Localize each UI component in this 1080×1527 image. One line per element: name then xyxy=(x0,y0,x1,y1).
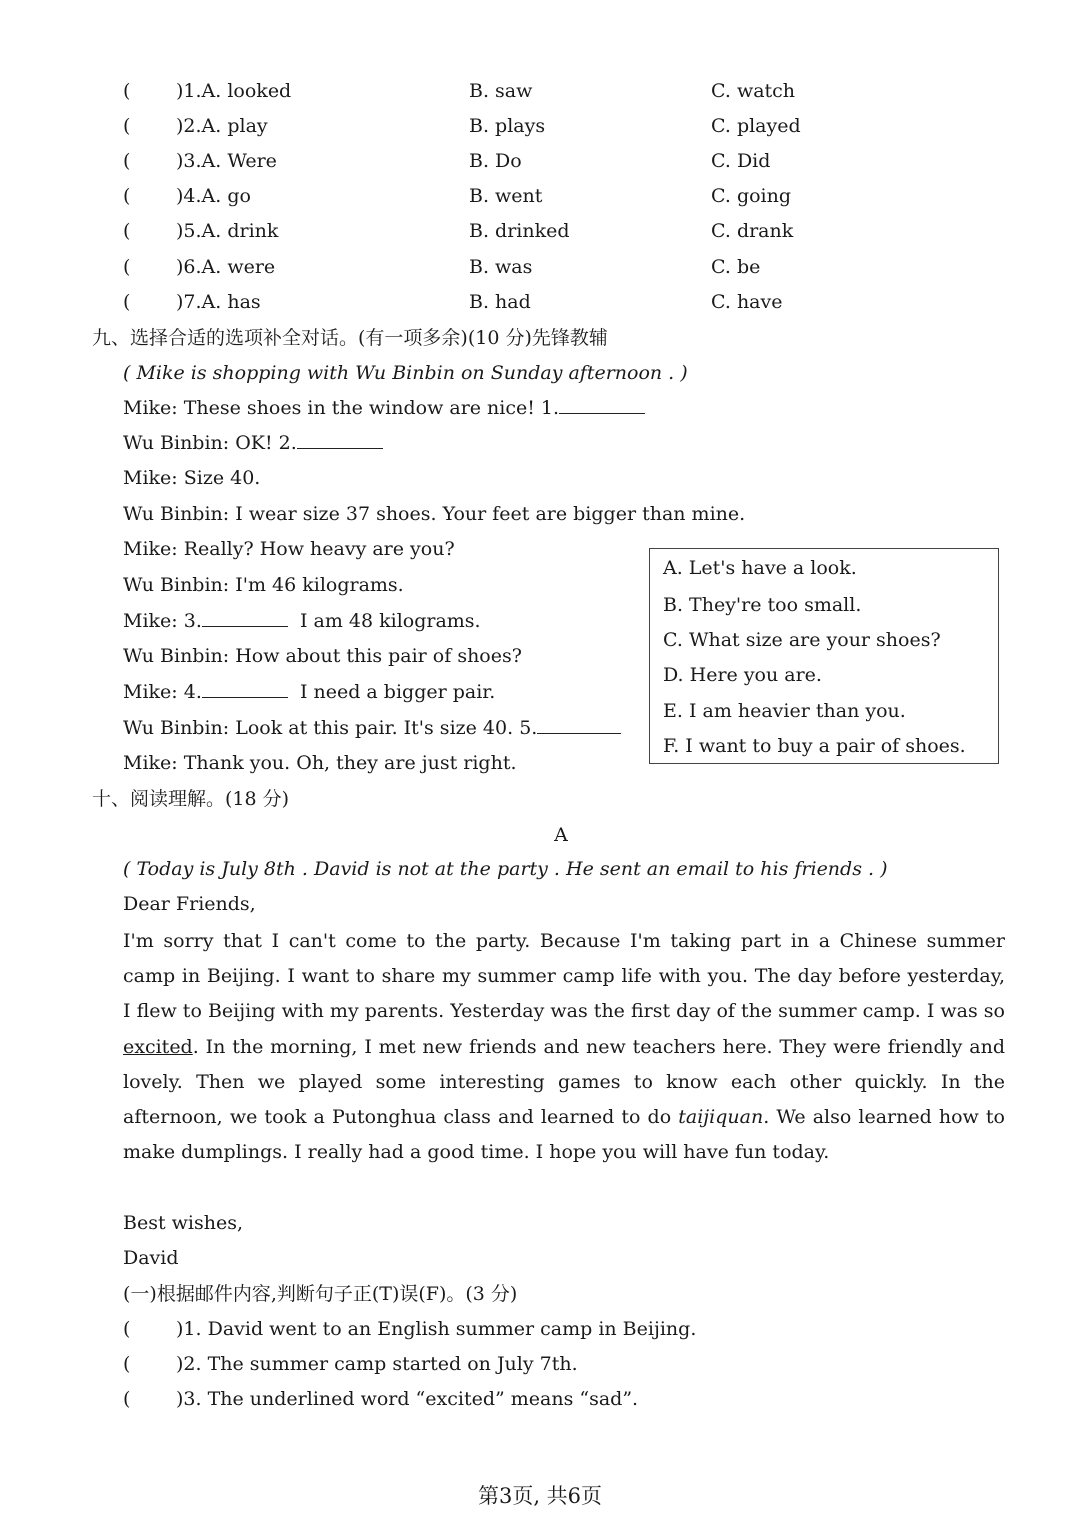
mc-question-row xyxy=(0,109,1080,144)
mc-question-row xyxy=(0,74,1080,109)
option-c: C. be xyxy=(711,256,761,278)
answer-paren[interactable]: ( xyxy=(123,256,131,278)
tf-question-text: )1. David went to an English summer camp in Beijing. xyxy=(176,1318,697,1340)
answer-paren[interactable]: ( xyxy=(123,115,131,137)
answer-blank-5[interactable] xyxy=(537,711,621,734)
dialogue-line: Mike: 3. I am 48 kilograms. xyxy=(123,604,481,639)
mc-question-row xyxy=(0,179,1080,214)
answer-paren[interactable]: ( xyxy=(123,185,131,207)
option-a: )3.A. Were xyxy=(176,150,277,172)
option-item: E. I am heavier than you. xyxy=(663,700,906,722)
email-closing: Best wishes, xyxy=(123,1212,243,1234)
option-a: )2.A. play xyxy=(176,115,268,137)
option-b: B. Do xyxy=(469,150,522,172)
answer-blank-2[interactable] xyxy=(297,426,383,449)
tf-question-text: )3. The underlined word “excited” means “sad”. xyxy=(176,1388,639,1410)
mc-question-row xyxy=(0,250,1080,285)
answer-blank-1[interactable] xyxy=(559,391,645,414)
answer-paren[interactable]: ( xyxy=(123,1353,131,1375)
mc-question-row xyxy=(0,285,1080,320)
passage-label: A xyxy=(554,824,568,846)
mc-question-row xyxy=(0,144,1080,179)
dialogue-line: Mike: These shoes in the window are nice! 1. xyxy=(123,391,645,426)
email-greeting: Dear Friends, xyxy=(123,893,256,915)
option-b: B. was xyxy=(469,256,533,278)
option-a: )7.A. has xyxy=(176,291,261,313)
tf-question-text: )2. The summer camp started on July 7th. xyxy=(176,1353,578,1375)
section-9-title: 九、选择合适的选项补全对话。(有一项多余)(10 分)先锋教辅 xyxy=(92,327,608,349)
option-b: B. saw xyxy=(469,80,533,102)
dialogue-line: Wu Binbin: I wear size 37 shoes. Your feet are bigger than mine. xyxy=(123,503,746,525)
option-a: )4.A. go xyxy=(176,185,251,207)
email-signature: David xyxy=(123,1247,179,1269)
mc-question-row xyxy=(0,214,1080,249)
underlined-word: excited xyxy=(123,1035,193,1058)
option-b: B. had xyxy=(469,291,531,313)
option-c: C. Did xyxy=(711,150,771,172)
dialogue-line: Wu Binbin: How about this pair of shoes? xyxy=(123,645,522,667)
answer-blank-3[interactable] xyxy=(202,604,288,627)
tf-question-row xyxy=(0,1382,1080,1417)
option-b: B. plays xyxy=(469,115,546,137)
dialogue-line: Mike: 4. I need a bigger pair. xyxy=(123,675,495,710)
option-item: C. What size are your shoes? xyxy=(663,629,941,651)
options-box xyxy=(649,548,999,764)
answer-paren[interactable]: ( xyxy=(123,1318,131,1340)
option-item: D. Here you are. xyxy=(663,664,822,686)
option-b: B. drinked xyxy=(469,220,570,242)
answer-paren[interactable]: ( xyxy=(123,220,131,242)
tf-question-row xyxy=(0,1347,1080,1382)
option-item: F. I want to buy a pair of shoes. xyxy=(663,735,966,757)
answer-paren[interactable]: ( xyxy=(123,150,131,172)
dialogue-line: Wu Binbin: OK! 2. xyxy=(123,426,383,461)
dialogue-context: ( Mike is shopping with Wu Binbin on Sunday afternoon . ) xyxy=(123,362,688,384)
dialogue-line: Wu Binbin: Look at this pair. It's size 40. 5. xyxy=(123,711,621,746)
option-c: C. drank xyxy=(711,220,794,242)
option-c: C. played xyxy=(711,115,801,137)
dialogue-line: Wu Binbin: I'm 46 kilograms. xyxy=(123,574,404,596)
tf-question-row xyxy=(0,1312,1080,1347)
option-c: C. watch xyxy=(711,80,796,102)
answer-blank-4[interactable] xyxy=(202,675,288,698)
option-a: )1.A. looked xyxy=(176,80,292,102)
option-b: B. went xyxy=(469,185,543,207)
option-a: )5.A. drink xyxy=(176,220,279,242)
option-item: B. They're too small. xyxy=(663,594,862,616)
option-item: A. Let's have a look. xyxy=(663,557,857,579)
option-c: C. going xyxy=(711,185,792,207)
option-a: )6.A. were xyxy=(176,256,276,278)
answer-paren[interactable]: ( xyxy=(123,291,131,313)
sub-question-title: (一)根据邮件内容,判断句子正(T)误(F)。(3 分) xyxy=(123,1283,518,1305)
dialogue-line: Mike: Thank you. Oh, they are just right. xyxy=(123,752,517,774)
email-body: I'm sorry that I can't come to the party. Because I'm taking part in a Chinese summer camp in Beijing. I want to share my summer camp life with you. The day before yesterday, I flew to Beijing with my parents. Yesterday was the first day of the summer camp. I was so excited. In the morning, I met new friends and new teachers here. They were friendly and lovely. Then we played some interesting games to know each other quickly. In the afternoon, we took a Putonghua class and learned to do taijiquan. We also learned how to make dumplings. I really had a good time. I hope you will have fun today. xyxy=(123,930,1005,1164)
passage-context: ( Today is July 8th . David is not at the party . He sent an email to his friends . ) xyxy=(123,858,888,880)
section-10-title: 十、阅读理解。(18 分) xyxy=(92,788,290,810)
option-c: C. have xyxy=(711,291,783,313)
answer-paren[interactable]: ( xyxy=(123,1388,131,1410)
page-footer: 第3页, 共6页 xyxy=(477,1484,603,1508)
dialogue-line: Mike: Really? How heavy are you? xyxy=(123,538,455,560)
dialogue-line: Mike: Size 40. xyxy=(123,467,261,489)
answer-paren[interactable]: ( xyxy=(123,80,131,102)
